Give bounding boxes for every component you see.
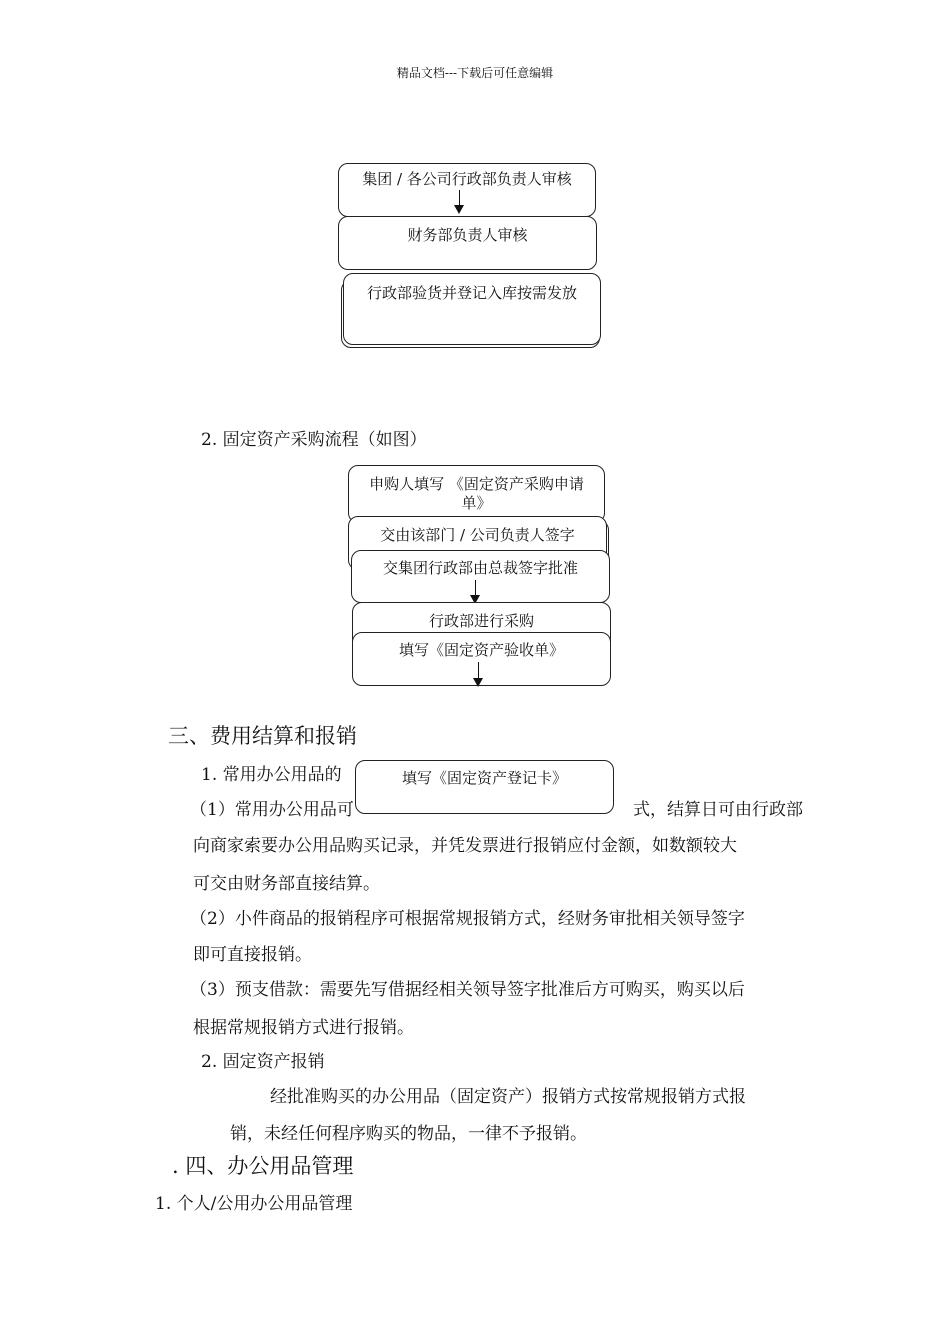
page-header: 精品文档---下载后可任意编辑 xyxy=(396,66,554,80)
s3-item-1-title: 1. 常用办公用品的 xyxy=(201,765,342,785)
flow2-step-3: 交集团行政部由总裁签字批准 xyxy=(351,550,610,603)
flow2-step-6: 填写《固定资产登记卡》 xyxy=(355,760,614,814)
item-2-title: 2. 固定资产采购流程（如图） xyxy=(201,430,427,450)
s3-para-1-line-1b: 式，结算日可由行政部 xyxy=(633,800,803,820)
s3-para-2-line-2: 即可直接报销。 xyxy=(193,945,312,965)
flow1-step-2: 财务部负责人审核 xyxy=(338,216,597,270)
s4-item-1-title: 1. 个人/公用办公用品管理 xyxy=(155,1194,353,1214)
flow2-step-1: 申购人填写 《固定资产采购申请单》 xyxy=(348,465,605,523)
arrow-down-icon xyxy=(478,662,479,685)
section-3-title: 三、费用结算和报销 xyxy=(168,724,357,748)
section-4-title: . 四、办公用品管理 xyxy=(172,1154,354,1178)
s3-item-2-para-line-1: 经批准购买的办公用品（固定资产）报销方式按常规报销方式报 xyxy=(270,1087,746,1107)
s3-para-1-line-3: 可交由财务部直接结算。 xyxy=(193,874,380,894)
flow2-step-2: 交由该部门 / 公司负责人签字 xyxy=(348,516,607,570)
s3-para-1-line-2: 向商家索要办公用品购买记录，并凭发票进行报销应付金额，如数额较大 xyxy=(193,836,737,856)
s3-item-2-para-line-2: 销，未经任何程序购买的物品，一律不予报销。 xyxy=(230,1124,587,1144)
flow1-step-3: 行政部验货并登记入库按需发放 xyxy=(343,273,601,345)
arrow-down-icon xyxy=(475,580,476,602)
s3-para-3-line-2: 根据常规报销方式进行报销。 xyxy=(193,1018,414,1038)
flow2-step-5: 填写《固定资产验收单》 xyxy=(352,632,611,686)
arrow-down-icon xyxy=(459,190,460,212)
flow2-step-4: 行政部进行采购 xyxy=(352,602,611,650)
s3-para-1-line-1a: （1）常用办公用品可 xyxy=(190,800,354,820)
flow1-step-1: 集团 / 各公司行政部负责人审核 xyxy=(338,163,596,217)
s3-item-2-title: 2. 固定资产报销 xyxy=(201,1052,325,1072)
s3-para-3-line-1: （3）预支借款：需要先写借据经相关领导签字批准后方可购买，购买以后 xyxy=(190,980,745,1000)
s3-para-2-line-1: （2）小件商品的报销程序可根据常规报销方式，经财务审批相关领导签字 xyxy=(190,909,745,929)
